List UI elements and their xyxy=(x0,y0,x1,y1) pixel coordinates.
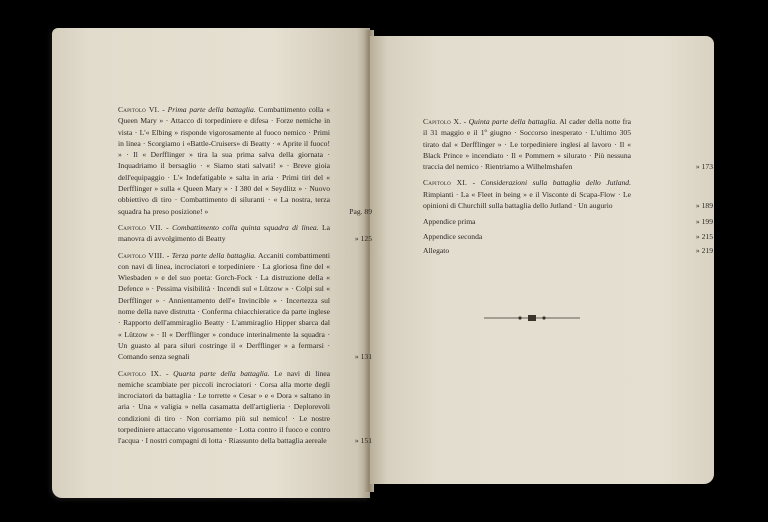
toc-right xyxy=(423,116,713,259)
chapter-title: Quarta parte della battaglia. xyxy=(173,368,270,378)
chapter-label: Capitolo X. xyxy=(423,117,462,126)
chapter-title: Quinta parte della battaglia. xyxy=(468,117,558,126)
page-number: » 173 xyxy=(695,162,713,172)
appendix-entry xyxy=(423,245,713,256)
page-number: » 125 xyxy=(354,234,372,244)
chapter-label: Capitolo IX. xyxy=(118,368,162,378)
toc-entry: Capitolo VI. - Prima parte della battaglia. Combattimento colla « Queen Mary » · Attacco di torpediniere e difesa · Forze nemiche in vista · L'« Elbing » risponde vigorosamente al fuoco nemico · Primi in linea · Scorgiamo i «Battle-Cruisers» di Beatty · « Aprite il fuoco! » · Il « Derfflinger » tira la sua prima salva della giornata · Inquadriamo il bersaglio · « Siamo stati salvati! » · Breve gioia dell'equipaggio · L'« Indefatigable » salta in aria · Primi tiri del « Derfflinger » sulla « Queen Mary » · I 380 del « Seydlitz » · Nuovo obbiettivo di tiro · Combattimento di siluranti · « La nostra, terza squadra ha preso posizione! » Pag. 89 xyxy=(118,105,372,216)
chapter-title: Terza parte della battaglia. xyxy=(171,250,257,260)
chapter-summary: Rimpianti · La « Fleet in being » e il Visconte di Scapa-Flow · Le opinioni di Churchill sulla battaglia dello Jutland · Un augurio xyxy=(423,189,631,211)
chapter-summary: Le navi di linea nemiche scambiate per piccoli incrociatori · Corsa alla morte degli incrociatori da battaglia · Le torrette « Cesar » e « Dora » saltano in aria · Una « valigia » nella casamatta dell'artiglieria · Deplorevoli condizioni di tiro · Non corriamo più sul nemico! · Le nostre torpediniere attaccano vigorosamente · Lotta contro il fuoco e contro l'acqua · I nostri compagni di lotta · Riassunto della battaglia aereale xyxy=(118,368,330,446)
toc-entry: Capitolo VII. - Combattimento colla quinta squadra di linea. La manovra di avvolgimento di Beatty » 125 xyxy=(118,222,372,244)
right-page xyxy=(370,36,714,484)
appendix-entry xyxy=(423,231,713,242)
toc-entry: Capitolo IX. - Quarta parte della battaglia. Le navi di linea nemiche scambiate per piccoli incrociatori · Corsa alla morte degli incrociatori da battaglia · Le torrette « Cesar » e « Dora » saltano in aria · Una « valigia » nella casamatta dell'artiglieria · Deplorevoli condizioni di tiro · Non corriamo più sul nemico! · Le nostre torpediniere attaccano vigorosamente · Lotta contro il fuoco e contro l'acqua · I nostri compagni di lotta · Riassunto della battaglia aereale » 151 xyxy=(118,368,372,446)
chapter-summary: Al cader della notte fra il 31 maggio e il 1º giugno · Soccorso inesperato · L'ultimo 305 tirato dal « Derfflinger » · Le torpediniere inglesi al lavoro · Il « Black Prince » incendiato · Il « Pommern » silurato · Più nessuna traccia del nemico · Rientriamo a Wilhelmshafen xyxy=(423,117,632,172)
chapter-title: Considerazioni sulla battaglia dello Jutland. xyxy=(480,178,632,188)
page-number: » 215 xyxy=(695,231,713,241)
page-number: » 219 xyxy=(695,245,713,255)
appendix-entry xyxy=(423,216,713,227)
chapter-title: Prima parte della battaglia. xyxy=(167,105,256,114)
page-number: » 151 xyxy=(354,436,372,446)
toc-left xyxy=(118,104,372,452)
chapter-label: Capitolo VII. xyxy=(118,222,163,232)
chapter-summary: Accaniti combattimenti con navi di linea, incrociatori e torpediniere · La gloriosa fine del « Wiesbaden » e del suo poeta: Gorch-Fock · La distruzione della « Defence » · Pessima visibilità · Incendi sul « Lützow » · Colpi sul « Derfflinger » · Annientamento dell'« Invincible » · Incertezza sul nome della nave distrutta · Conferma chiacchieratice da parte inglese · Rapporto dell'ammiraglio Beatty · L'ammiraglio Hipper sbarca dal « Lützow » · Il « Derfflinger » conduce interinalmente la squadra · Un guasto al para siluri costringe il « Derfflinger » a fermarsi · Comando senza segnali xyxy=(118,250,331,362)
chapter-label: Capitolo VIII. xyxy=(118,250,165,260)
chapter-summary: Combattimento colla « Queen Mary » · Attacco di torpediniere e difesa · Forze nemiche in vista · L'« Elbing » risponde vigorosamente al fuoco nemico · Primi in linea · Scorgiamo i «Battle-Cruisers» di Beatty · « Aprite il fuoco! » · Il « Derfflinger » tira la sua prima salva della giornata · Inquadriamo il bersaglio · « Siamo stati salvati! » · Breve gioia dell'equipaggio · L'« Indefatigable » salta in aria · Primi tiri del « Derfflinger » sulla « Queen Mary » · I 380 del « Seydlitz » · Nuovo obbiettivo di tiro · Combattimento di siluranti · « La nostra, terza squadra ha preso posizione! » xyxy=(118,105,331,216)
page-number: » 131 xyxy=(354,352,372,362)
page-number: » 189 xyxy=(695,201,713,211)
chapter-summary: La manovra di avvolgimento di Beatty xyxy=(118,222,330,244)
chapter-label: Capitolo VI. xyxy=(118,105,160,114)
appendix-label: Appendice seconda xyxy=(423,231,483,241)
appendix-label: Allegato xyxy=(423,245,450,255)
chapter-title: Combattimento colla quinta squadra di linea. xyxy=(172,222,319,232)
page-number: Pag. 89 xyxy=(349,206,372,216)
appendix-label: Appendice prima xyxy=(423,217,476,227)
toc-entry: Capitolo XI. - Considerazioni sulla battaglia dello Jutland. Rimpianti · La « Fleet in being » e il Visconte di Scapa-Flow · Le opinioni di Churchill sulla battaglia dello Jutland · Un augurio » 189 xyxy=(423,178,713,211)
chapter-label: Capitolo XI. xyxy=(423,178,468,188)
toc-entry: Capitolo VIII. - Terza parte della battaglia. Accaniti combattimenti con navi di linea, incrociatori e torpediniere · La gloriosa fine del « Wiesbaden » e del suo poeta: Gorch-Fock · La distruzione della « Defence » · Pessima visibilità · Incendi sul « Lützow » · Colpi sul « Derfflinger » · Annientamento dell'« Invincible » · Incertezza sul nome della nave distrutta · Conferma chiacchieratice da parte inglese · Rapporto dell'ammiraglio Beatty · L'ammiraglio Hipper sbarca dal « Lützow » · Il « Derfflinger » conduce interinalmente la squadra · Un guasto al para siluri costringe il « Derfflinger » a fermarsi · Comando senza segnali » 131 xyxy=(118,250,372,362)
page-number: » 199 xyxy=(695,217,713,227)
toc-entry: Capitolo X. - Quinta parte della battaglia. Al cader della notte fra il 31 maggio e il 1º giugno · Soccorso inesperato · L'ultimo 305 tirato dal « Derfflinger » · Le torpediniere inglesi al lavoro · Il « Black Prince » incendiato · Il « Pommern » silurato · Più nessuna traccia del nemico · Rientriamo a Wilhelmshafen » 173 xyxy=(423,117,713,172)
ornament-divider xyxy=(484,314,580,322)
